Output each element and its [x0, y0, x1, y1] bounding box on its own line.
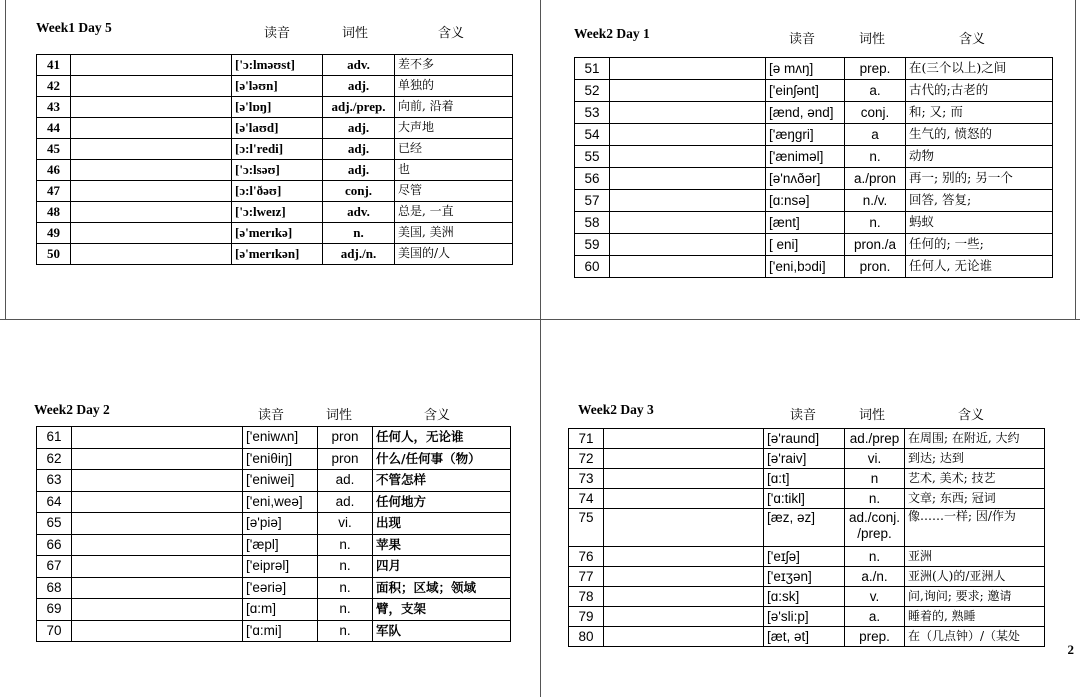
word-phonetic: ['eɪʒәn] — [764, 567, 845, 587]
word-meaning: 什么/任何事（物） — [373, 448, 511, 470]
table-row — [37, 599, 511, 621]
word-blank-cell — [71, 139, 232, 160]
word-meaning: 任何地方 — [373, 491, 511, 513]
word-phonetic: ['eiprәl] — [243, 556, 318, 578]
word-blank-cell — [72, 577, 243, 599]
word-blank-cell — [610, 58, 766, 80]
word-phonetic: [ә'sli:p] — [764, 607, 845, 627]
word-number: 65 — [37, 513, 72, 535]
word-part-of-speech: n. — [845, 489, 905, 509]
table-row — [37, 556, 511, 578]
word-number: 62 — [37, 448, 72, 470]
word-part-of-speech: a. — [845, 607, 905, 627]
word-meaning: 苹果 — [373, 534, 511, 556]
vocab-table — [574, 57, 1053, 278]
word-part-of-speech: n. — [318, 577, 373, 599]
table-row — [37, 139, 513, 160]
word-phonetic: [ә'piә] — [243, 513, 318, 535]
word-meaning: 生气的, 愤怒的 — [906, 124, 1053, 146]
table-row — [37, 202, 513, 223]
word-phonetic: [ænt] — [766, 212, 845, 234]
word-blank-cell — [71, 55, 232, 76]
word-part-of-speech: n. — [845, 212, 906, 234]
word-blank-cell — [72, 491, 243, 513]
word-number: 55 — [575, 146, 610, 168]
word-blank-cell — [72, 599, 243, 621]
word-meaning: 文章; 东西; 冠词 — [905, 489, 1045, 509]
table-row — [37, 76, 513, 97]
word-number: 43 — [37, 97, 71, 118]
table-row — [37, 160, 513, 181]
word-number: 44 — [37, 118, 71, 139]
word-number: 74 — [569, 489, 604, 509]
word-part-of-speech: pron — [318, 427, 373, 449]
word-phonetic: [ә'raiv] — [764, 449, 845, 469]
word-meaning: 向前, 沿着 — [395, 97, 513, 118]
word-part-of-speech: adj./n. — [323, 244, 395, 265]
word-part-of-speech: adv. — [323, 202, 395, 223]
word-part-of-speech: vi. — [845, 449, 905, 469]
table-row — [37, 577, 511, 599]
page-number: 2 — [1067, 642, 1074, 657]
table-row — [575, 124, 1053, 146]
word-phonetic: ['einʃənt] — [766, 80, 845, 102]
left-border — [5, 0, 6, 319]
word-part-of-speech: n. — [318, 620, 373, 642]
word-meaning: 也 — [395, 160, 513, 181]
word-number: 70 — [37, 620, 72, 642]
word-blank-cell — [610, 102, 766, 124]
word-phonetic: [ɑ:nsә] — [766, 190, 845, 212]
word-meaning: 在（几点钟）/（某处 — [905, 627, 1045, 647]
word-meaning: 回答, 答复; — [906, 190, 1053, 212]
word-meaning: 任何的; 一些; — [906, 234, 1053, 256]
word-part-of-speech: a. — [845, 80, 906, 102]
word-part-of-speech: n. — [318, 599, 373, 621]
word-phonetic: ['æpl] — [243, 534, 318, 556]
word-phonetic: [ə'laʊd] — [232, 118, 323, 139]
header-reading: 读音 — [264, 25, 291, 40]
table-row — [575, 168, 1053, 190]
word-phonetic: [æz, әz] — [764, 509, 845, 547]
word-phonetic: ['ɔ:lweɪz] — [232, 202, 323, 223]
word-part-of-speech: n. — [318, 534, 373, 556]
word-part-of-speech: n — [845, 469, 905, 489]
word-phonetic: [ә'nʌðәr] — [766, 168, 845, 190]
word-part-of-speech: pron — [318, 448, 373, 470]
word-blank-cell — [610, 234, 766, 256]
header-meaning: 含义 — [958, 407, 985, 422]
word-part-of-speech: conj. — [323, 181, 395, 202]
header-pos: 词性 — [859, 31, 886, 46]
word-part-of-speech: conj. — [845, 102, 906, 124]
word-number: 41 — [37, 55, 71, 76]
header-pos: 词性 — [326, 407, 353, 422]
word-meaning: 军队 — [373, 620, 511, 642]
word-number: 60 — [575, 256, 610, 278]
word-meaning: 亚洲 — [905, 547, 1045, 567]
word-part-of-speech: adj. — [323, 76, 395, 97]
word-part-of-speech: a — [845, 124, 906, 146]
word-blank-cell — [604, 627, 764, 647]
word-meaning: 古代的;古老的 — [906, 80, 1053, 102]
word-blank-cell — [71, 202, 232, 223]
word-meaning: 在(三个以上)之间 — [906, 58, 1053, 80]
header-pos: 词性 — [342, 25, 369, 40]
table-row — [37, 513, 511, 535]
word-blank-cell — [71, 76, 232, 97]
word-blank-cell — [604, 567, 764, 587]
word-blank-cell — [610, 212, 766, 234]
word-number: 64 — [37, 491, 72, 513]
word-meaning: 在周围; 在附近, 大约 — [905, 429, 1045, 449]
table-row — [37, 534, 511, 556]
table-row — [37, 97, 513, 118]
panel-week2-day2 — [34, 402, 524, 672]
word-number: 73 — [569, 469, 604, 489]
word-meaning: 总是, 一直 — [395, 202, 513, 223]
word-phonetic: [æt, әt] — [764, 627, 845, 647]
word-number: 76 — [569, 547, 604, 567]
table-row — [575, 80, 1053, 102]
word-number: 80 — [569, 627, 604, 647]
word-part-of-speech: n. — [845, 547, 905, 567]
word-part-of-speech: adj. — [323, 160, 395, 181]
word-meaning: 差不多 — [395, 55, 513, 76]
word-phonetic: ['eniθiŋ] — [243, 448, 318, 470]
panel-title: Week2 Day 3 — [578, 402, 654, 417]
word-phonetic: [ə mʌŋ] — [766, 58, 845, 80]
word-phonetic: ['eniwei] — [243, 470, 318, 492]
table-row — [569, 587, 1045, 607]
word-meaning: 单独的 — [395, 76, 513, 97]
word-meaning: 任何人，无论谁 — [373, 427, 511, 449]
word-blank-cell — [71, 160, 232, 181]
vertical-divider — [540, 0, 541, 697]
word-blank-cell — [604, 429, 764, 449]
header-pos: 词性 — [859, 407, 886, 422]
word-phonetic: ['eɪʃә] — [764, 547, 845, 567]
word-phonetic: ['eni,bɔdi] — [766, 256, 845, 278]
word-meaning: 尽管 — [395, 181, 513, 202]
word-number: 67 — [37, 556, 72, 578]
word-phonetic: [ə'merɪkə] — [232, 223, 323, 244]
header-meaning: 含义 — [438, 25, 465, 40]
word-blank-cell — [604, 587, 764, 607]
word-phonetic: ['ɑ:tikl] — [764, 489, 845, 509]
table-row — [569, 469, 1045, 489]
word-part-of-speech: ad./prep — [845, 429, 905, 449]
panel-week1-day5 — [36, 20, 516, 290]
table-row — [575, 58, 1053, 80]
word-meaning: 动物 — [906, 146, 1053, 168]
word-number: 57 — [575, 190, 610, 212]
word-part-of-speech: n. — [323, 223, 395, 244]
word-blank-cell — [604, 547, 764, 567]
table-row — [37, 181, 513, 202]
word-phonetic: ['ɑ:mi] — [243, 620, 318, 642]
table-row — [569, 547, 1045, 567]
word-meaning: 大声地 — [395, 118, 513, 139]
panel-title: Week2 Day 2 — [34, 402, 110, 417]
word-blank-cell — [610, 168, 766, 190]
word-phonetic: ['ɔ:lsəʊ] — [232, 160, 323, 181]
table-row — [37, 244, 513, 265]
word-part-of-speech: ad. — [318, 491, 373, 513]
horizontal-divider — [0, 319, 1080, 320]
word-meaning: 睡着的, 熟睡 — [905, 607, 1045, 627]
word-phonetic: [ɑ:sk] — [764, 587, 845, 607]
word-part-of-speech: a./pron — [845, 168, 906, 190]
word-blank-cell — [72, 513, 243, 535]
word-blank-cell — [72, 534, 243, 556]
header-meaning: 含义 — [424, 407, 451, 422]
word-number: 79 — [569, 607, 604, 627]
word-part-of-speech: adj./prep. — [323, 97, 395, 118]
word-phonetic: ['ænimәl] — [766, 146, 845, 168]
word-number: 56 — [575, 168, 610, 190]
word-number: 68 — [37, 577, 72, 599]
word-blank-cell — [71, 244, 232, 265]
word-part-of-speech: adv. — [323, 55, 395, 76]
word-blank-cell — [610, 80, 766, 102]
table-row — [37, 620, 511, 642]
word-number: 46 — [37, 160, 71, 181]
word-part-of-speech: ad./conj. /prep. — [845, 509, 905, 547]
word-blank-cell — [610, 146, 766, 168]
table-row — [37, 55, 513, 76]
word-number: 58 — [575, 212, 610, 234]
table-row — [37, 470, 511, 492]
word-blank-cell — [71, 223, 232, 244]
word-part-of-speech: pron./a — [845, 234, 906, 256]
word-meaning: 面积；区域；领域 — [373, 577, 511, 599]
word-phonetic: [ə'lɒŋ] — [232, 97, 323, 118]
word-phonetic: ['eni,weә] — [243, 491, 318, 513]
panel-title: Week2 Day 1 — [574, 26, 650, 41]
word-number: 72 — [569, 449, 604, 469]
word-number: 75 — [569, 509, 604, 547]
word-number: 71 — [569, 429, 604, 449]
vocab-table — [36, 426, 511, 642]
word-meaning: 问,询问; 要求; 邀请 — [905, 587, 1045, 607]
table-row — [569, 449, 1045, 469]
table-row — [575, 102, 1053, 124]
word-meaning: 不管怎样 — [373, 470, 511, 492]
word-meaning: 臂，支架 — [373, 599, 511, 621]
word-number: 50 — [37, 244, 71, 265]
word-meaning: 亚洲(人)的/亚洲人 — [905, 567, 1045, 587]
word-blank-cell — [604, 489, 764, 509]
word-blank-cell — [71, 97, 232, 118]
header-reading: 读音 — [789, 31, 816, 46]
word-part-of-speech: n. — [318, 556, 373, 578]
header-meaning: 含义 — [959, 31, 986, 46]
table-row — [575, 190, 1053, 212]
word-meaning: 到达; 达到 — [905, 449, 1045, 469]
word-number: 42 — [37, 76, 71, 97]
panel-title: Week1 Day 5 — [36, 20, 112, 35]
word-meaning: 美国, 美洲 — [395, 223, 513, 244]
table-row — [37, 448, 511, 470]
word-phonetic: [ɔ:l'ðəʊ] — [232, 181, 323, 202]
panel-week2-day1 — [574, 26, 1064, 296]
word-meaning: 已经 — [395, 139, 513, 160]
word-part-of-speech: pron. — [845, 256, 906, 278]
word-phonetic: ['eәriә] — [243, 577, 318, 599]
table-row — [569, 627, 1045, 647]
table-row — [575, 256, 1053, 278]
word-phonetic: [ә'raund] — [764, 429, 845, 449]
word-blank-cell — [72, 448, 243, 470]
table-row — [37, 223, 513, 244]
word-phonetic: [ænd, ənd] — [766, 102, 845, 124]
table-row — [569, 489, 1045, 509]
header-reading: 读音 — [258, 407, 285, 422]
word-number: 69 — [37, 599, 72, 621]
word-meaning: 美国的/人 — [395, 244, 513, 265]
table-row — [37, 118, 513, 139]
word-blank-cell — [604, 607, 764, 627]
word-meaning: 像……一样; 因/作为 — [905, 509, 1045, 547]
word-part-of-speech: prep. — [845, 58, 906, 80]
word-part-of-speech: ad. — [318, 470, 373, 492]
word-blank-cell — [71, 118, 232, 139]
table-row — [575, 212, 1053, 234]
word-number: 61 — [37, 427, 72, 449]
word-phonetic: [ə'ləʊn] — [232, 76, 323, 97]
table-row — [569, 509, 1045, 547]
table-row — [569, 429, 1045, 449]
vocab-table — [568, 428, 1045, 647]
word-number: 66 — [37, 534, 72, 556]
word-number: 78 — [569, 587, 604, 607]
word-meaning: 和; 又; 而 — [906, 102, 1053, 124]
word-part-of-speech: a./n. — [845, 567, 905, 587]
word-number: 59 — [575, 234, 610, 256]
word-blank-cell — [72, 427, 243, 449]
table-row — [37, 427, 511, 449]
table-row — [575, 234, 1053, 256]
word-phonetic: [ eni] — [766, 234, 845, 256]
word-part-of-speech: prep. — [845, 627, 905, 647]
word-meaning: 再一; 别的; 另一个 — [906, 168, 1053, 190]
word-number: 53 — [575, 102, 610, 124]
word-part-of-speech: n./v. — [845, 190, 906, 212]
word-number: 45 — [37, 139, 71, 160]
word-number: 52 — [575, 80, 610, 102]
word-number: 48 — [37, 202, 71, 223]
vocab-table — [36, 54, 513, 265]
word-blank-cell — [610, 124, 766, 146]
word-number: 54 — [575, 124, 610, 146]
table-row — [37, 491, 511, 513]
word-part-of-speech: v. — [845, 587, 905, 607]
word-number: 51 — [575, 58, 610, 80]
word-part-of-speech: n. — [845, 146, 906, 168]
word-phonetic: [ə'merɪkən] — [232, 244, 323, 265]
word-part-of-speech: adj. — [323, 139, 395, 160]
word-number: 63 — [37, 470, 72, 492]
word-phonetic: ['eniwʌn] — [243, 427, 318, 449]
word-blank-cell — [72, 470, 243, 492]
word-phonetic: [ɔ:l'redi] — [232, 139, 323, 160]
word-blank-cell — [610, 256, 766, 278]
right-border — [1075, 0, 1076, 319]
word-blank-cell — [604, 469, 764, 489]
panel-week2-day3 — [578, 402, 1058, 672]
word-meaning: 艺术, 美术; 技艺 — [905, 469, 1045, 489]
word-number: 49 — [37, 223, 71, 244]
word-blank-cell — [71, 181, 232, 202]
header-reading: 读音 — [790, 407, 817, 422]
word-blank-cell — [610, 190, 766, 212]
word-part-of-speech: vi. — [318, 513, 373, 535]
word-meaning: 蚂蚁 — [906, 212, 1053, 234]
word-blank-cell — [72, 620, 243, 642]
word-phonetic: ['ɔ:lməʊst] — [232, 55, 323, 76]
word-blank-cell — [604, 509, 764, 547]
word-meaning: 出现 — [373, 513, 511, 535]
word-meaning: 任何人, 无论谁 — [906, 256, 1053, 278]
word-phonetic: [ɑ:m] — [243, 599, 318, 621]
word-number: 77 — [569, 567, 604, 587]
word-part-of-speech: adj. — [323, 118, 395, 139]
word-blank-cell — [604, 449, 764, 469]
table-row — [569, 607, 1045, 627]
table-row — [569, 567, 1045, 587]
word-meaning: 四月 — [373, 556, 511, 578]
word-number: 47 — [37, 181, 71, 202]
word-phonetic: ['æŋgri] — [766, 124, 845, 146]
word-blank-cell — [72, 556, 243, 578]
word-phonetic: [ɑ:t] — [764, 469, 845, 489]
table-row — [575, 146, 1053, 168]
